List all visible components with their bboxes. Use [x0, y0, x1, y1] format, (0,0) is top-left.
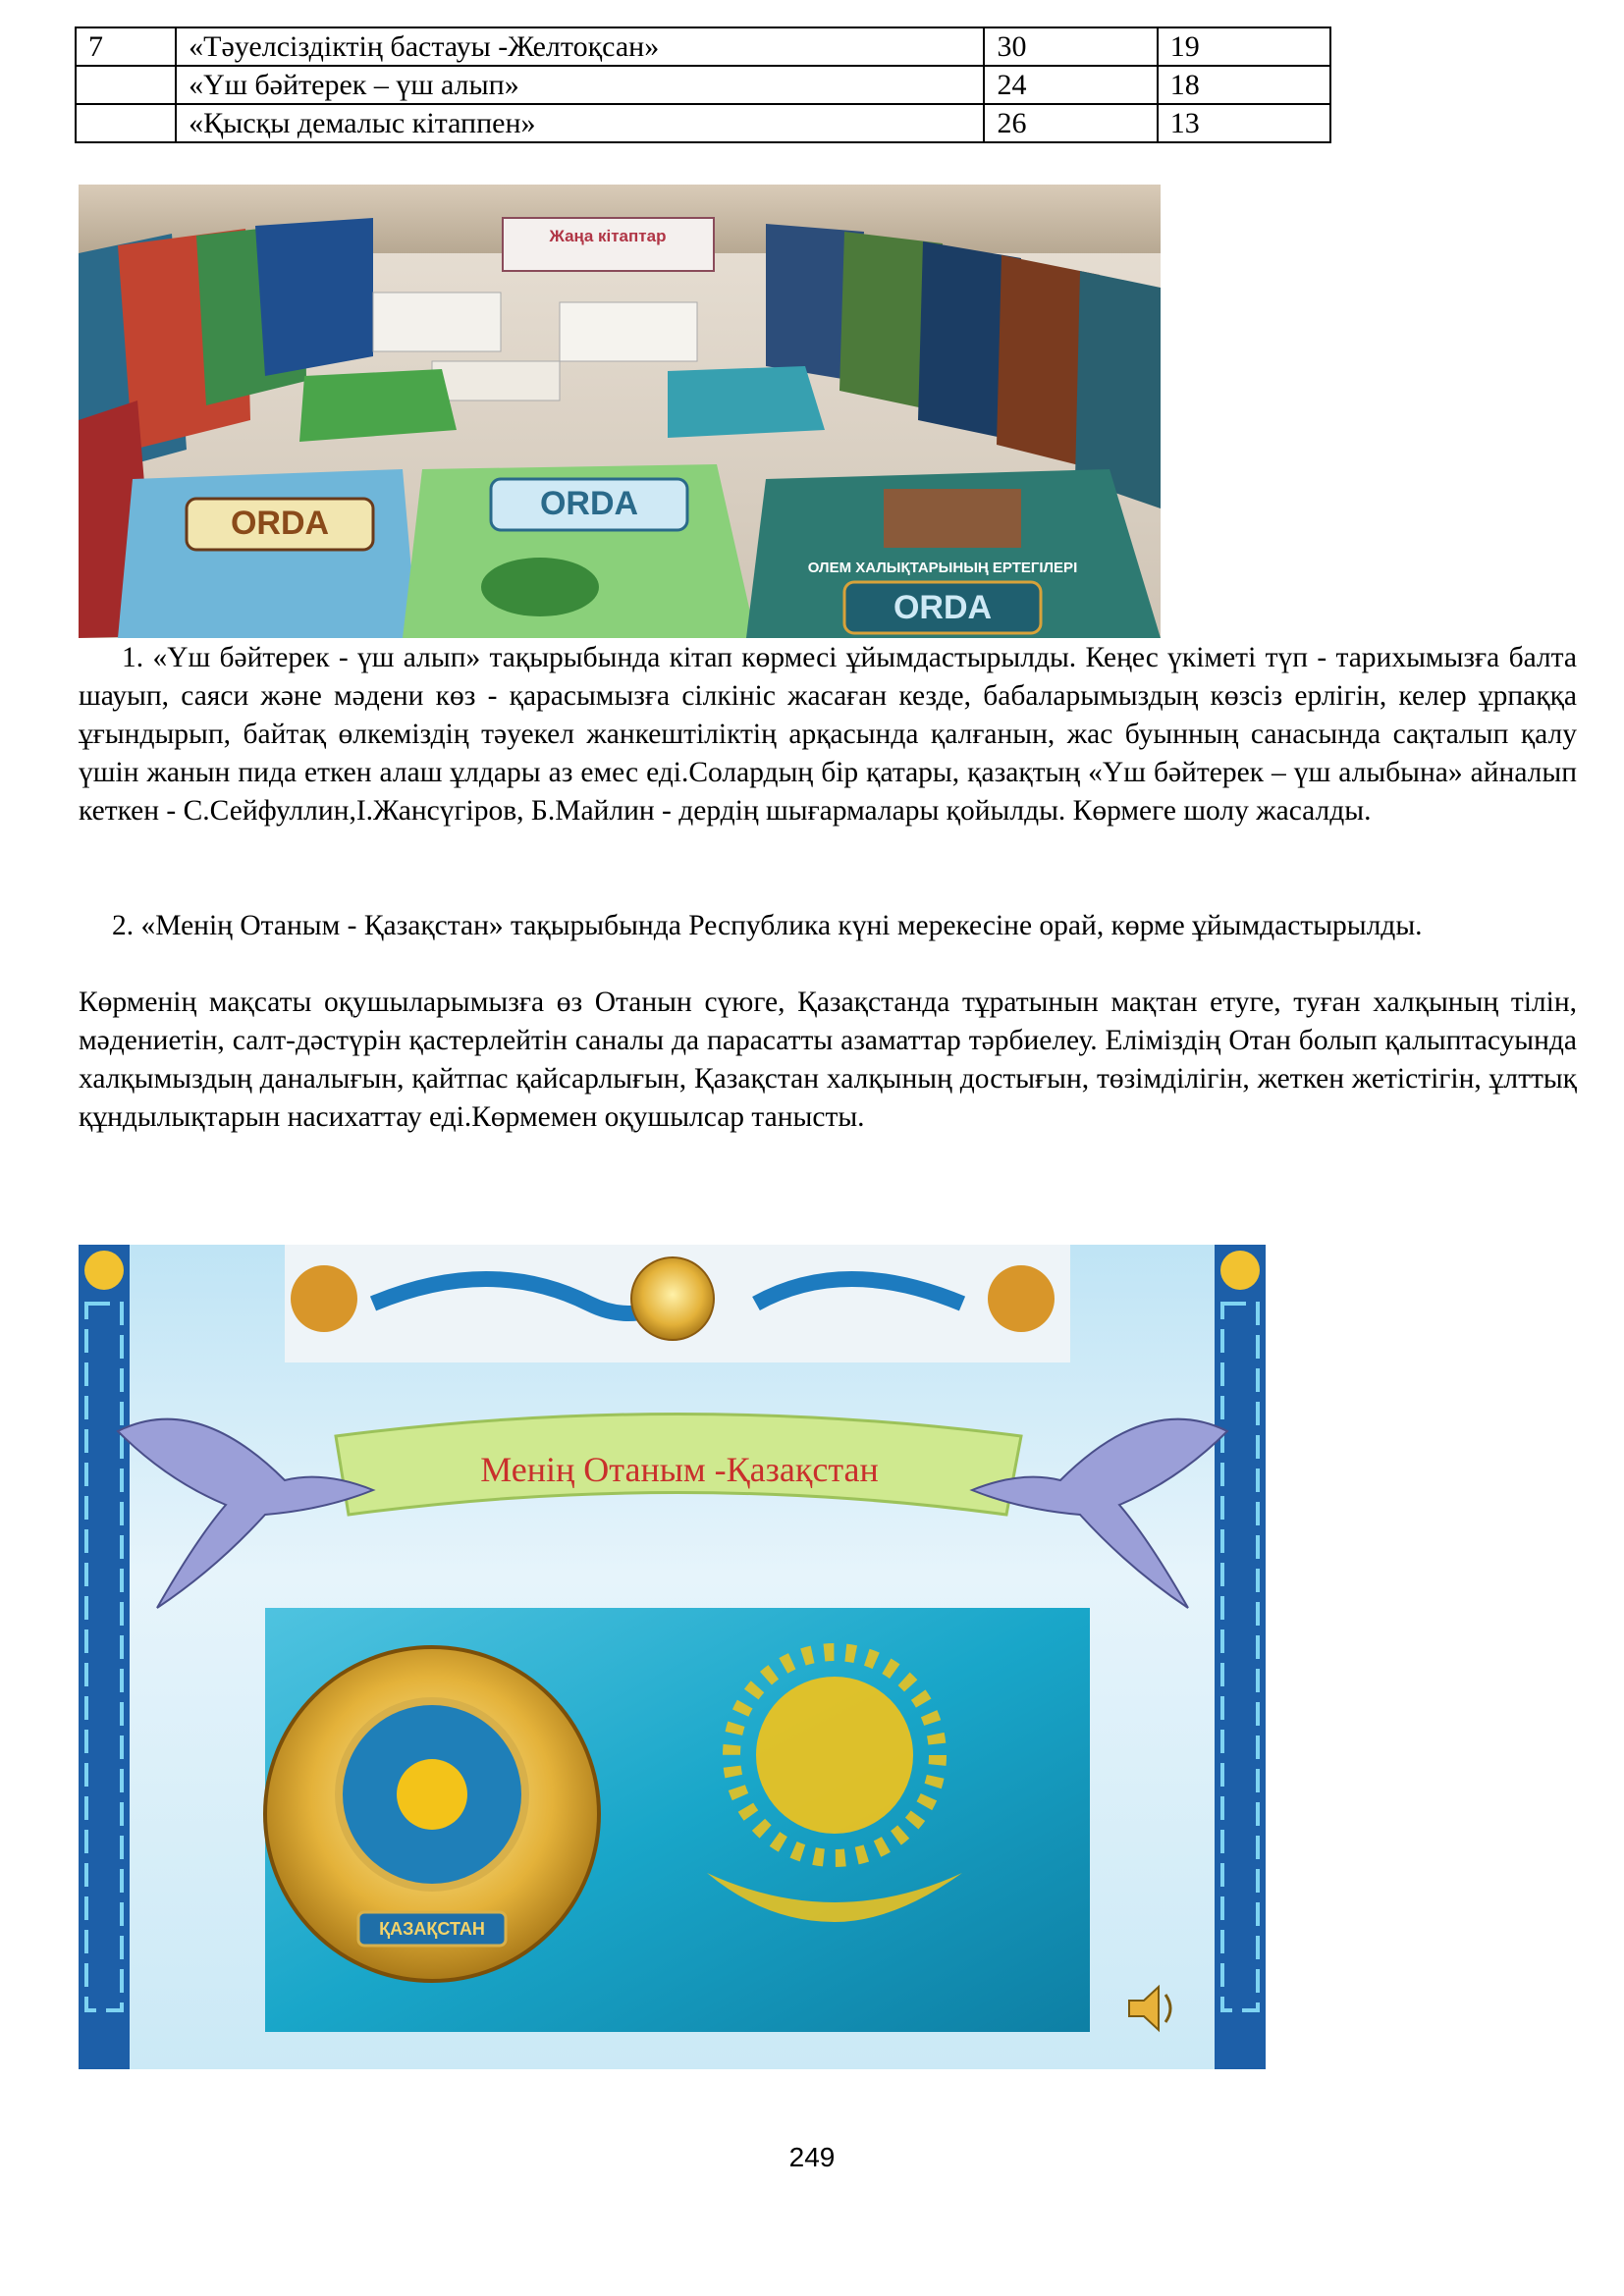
emblem-text: ҚАЗАҚСТАН: [379, 1919, 485, 1939]
event-title-cell: «Тәуелсіздіктің бастауы -Желтоқсан»: [176, 27, 984, 66]
top-ornament-band: [285, 1245, 1070, 1362]
right-ornament-strip: [1215, 1245, 1266, 2069]
orda-subtitle-1: ОЛЕМ ХАЛЫҚТАРЫНЫҢ ЕРТЕГІЛЕРІ: [807, 560, 1078, 576]
section-2-heading: [79, 907, 1577, 945]
book-exhibition-illustration: [79, 185, 1161, 638]
banner-text: Менің Отаным -Қазақстан: [480, 1450, 879, 1489]
count-a-cell: 26: [984, 104, 1157, 142]
count-a-cell: 24: [984, 66, 1157, 104]
book-exhibition-photo: [79, 185, 1161, 638]
speaker-icon[interactable]: [1129, 1987, 1170, 2030]
title-banner: [336, 1415, 1021, 1516]
left-ornament-strip: [79, 1245, 130, 2069]
motherland-slide: [79, 1245, 1266, 2069]
motherland-slide-illustration: [79, 1245, 1266, 2069]
section-1-text: 1. «Үш бәйтерек - үш алып» тақырыбында кітап көрмесі ұйымдастырылды. Кеңес үкіметі түп - тарихымызға балта шауып, саяси және мәдени көз - қарасымызға сілкініс жасаған кезде, бабаларымыздың көзсіз ерлігін, келер ұрпаққа ұғындырып, байтақ өлкеміздің тәуекел жанкештіліктің арқасында қалғанын, жас буынның санасында сақталып қалу үшін жанын пида еткен алаш ұлдары аз емес еді.Солардың бір қатары, қазақтың «Үш бәйтерек – үш алыбына» айналып кеткен - С.Сейфуллин,І.Жансүгіров, Б.Майлин - дердің шығармалары қойылды. Көрмеге шолу жасалды.: [79, 642, 1577, 827]
page-number: 249: [788, 2142, 836, 2172]
sign-text: Жаңа кітаптар: [549, 227, 667, 245]
count-b-cell: 19: [1158, 27, 1330, 66]
left-dove-icon: [118, 1419, 373, 1608]
count-a-cell: 30: [984, 27, 1157, 66]
kazakhstan-emblem: [265, 1647, 599, 1981]
orda-book-1: [118, 469, 417, 638]
orda-title-3: ORDA: [893, 589, 993, 626]
orda-book-3: [746, 469, 1161, 638]
table-row: [76, 66, 1330, 104]
row-number-cell: 7: [76, 27, 176, 66]
table-row: [76, 27, 1330, 66]
section-2-paragraph: [79, 984, 1577, 1137]
orda-title-1: ORDA: [230, 505, 330, 542]
count-b-cell: 18: [1158, 66, 1330, 104]
stats-table-body: [76, 27, 1330, 142]
count-b-cell: 13: [1158, 104, 1330, 142]
stats-table: [75, 27, 1331, 143]
section-2-heading-text: 2. «Менің Отаным - Қазақстан» тақырыбында Республика күні мерекесіне орай, көрме ұйымдастырылды.: [112, 910, 1423, 941]
section-2-text: Көрменің мақсаты оқушыларымызға өз Отанын сүюге, Қазақстанда тұратынын мақтан етуге, туған халқының тілін, мәдениетін, салт-дәстүрін қастерлейтін саналы да парасатты азаматтар тәрбиелеу. Еліміздің Отан болып қалыптасуында халқымыздың даналығын, қайтпас қайсарлығын, Қазақстан халқының достығын, төзімділігін, жеткен жетістігін, ұлттық құндылықтарын насихаттау еді.Көрмемен оқушылсар танысты.: [79, 987, 1577, 1133]
table-row: [76, 104, 1330, 142]
new-books-sign: [503, 218, 714, 271]
orda-book-2: [403, 464, 756, 638]
event-title-cell: «Үш бәйтерек – үш алып»: [176, 66, 984, 104]
orda-title-2: ORDA: [539, 485, 639, 522]
row-number-cell: [76, 104, 176, 142]
event-title-cell: «Қысқы демалыс кітаппен»: [176, 104, 984, 142]
section-1-paragraph: [79, 639, 1577, 830]
row-number-cell: [76, 66, 176, 104]
